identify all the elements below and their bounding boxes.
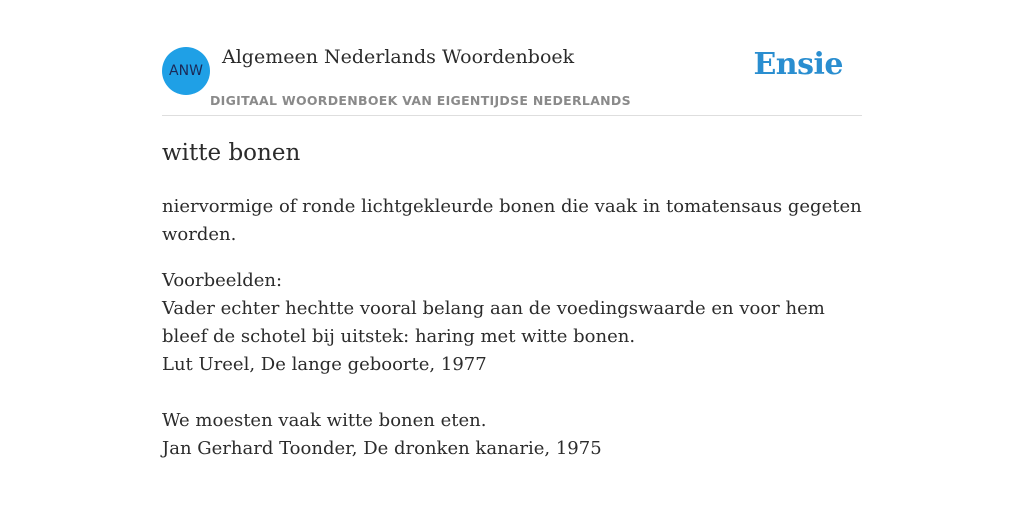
entry-definition: niervormige of ronde lichtgekleurde bonen die vaak in tomatensaus gegeten worden. (162, 196, 862, 245)
example-source: Lut Ureel, De lange geboorte, 1977 (162, 354, 487, 375)
entry-title: witte bonen (162, 140, 301, 166)
examples-label: Voorbeelden: (162, 270, 283, 291)
example-item (162, 295, 862, 379)
example-quote: Vader echter hechtte vooral belang aan de voedingswaarde en voor hem bleef de schotel bij uitstek: haring met witte bonen. (162, 298, 825, 347)
header-divider (162, 115, 862, 116)
anw-logo[interactable] (162, 47, 210, 95)
site-title[interactable]: Algemeen Nederlands Woordenboek (222, 46, 575, 68)
example-item (162, 407, 862, 463)
example-spacer (162, 379, 862, 407)
site-subtitle: DIGITAAL WOORDENBOEK VAN EIGENTIJDSE NEDERLANDS (210, 93, 631, 108)
anw-logo-text: ANW (169, 63, 203, 79)
entry-card (162, 0, 862, 512)
example-quote: We moesten vaak witte bonen eten. (162, 410, 487, 431)
examples-section (162, 267, 862, 463)
ensie-brand-link[interactable]: Ensie (753, 47, 843, 82)
example-source: Jan Gerhard Toonder, De dronken kanarie, 1975 (162, 438, 602, 459)
